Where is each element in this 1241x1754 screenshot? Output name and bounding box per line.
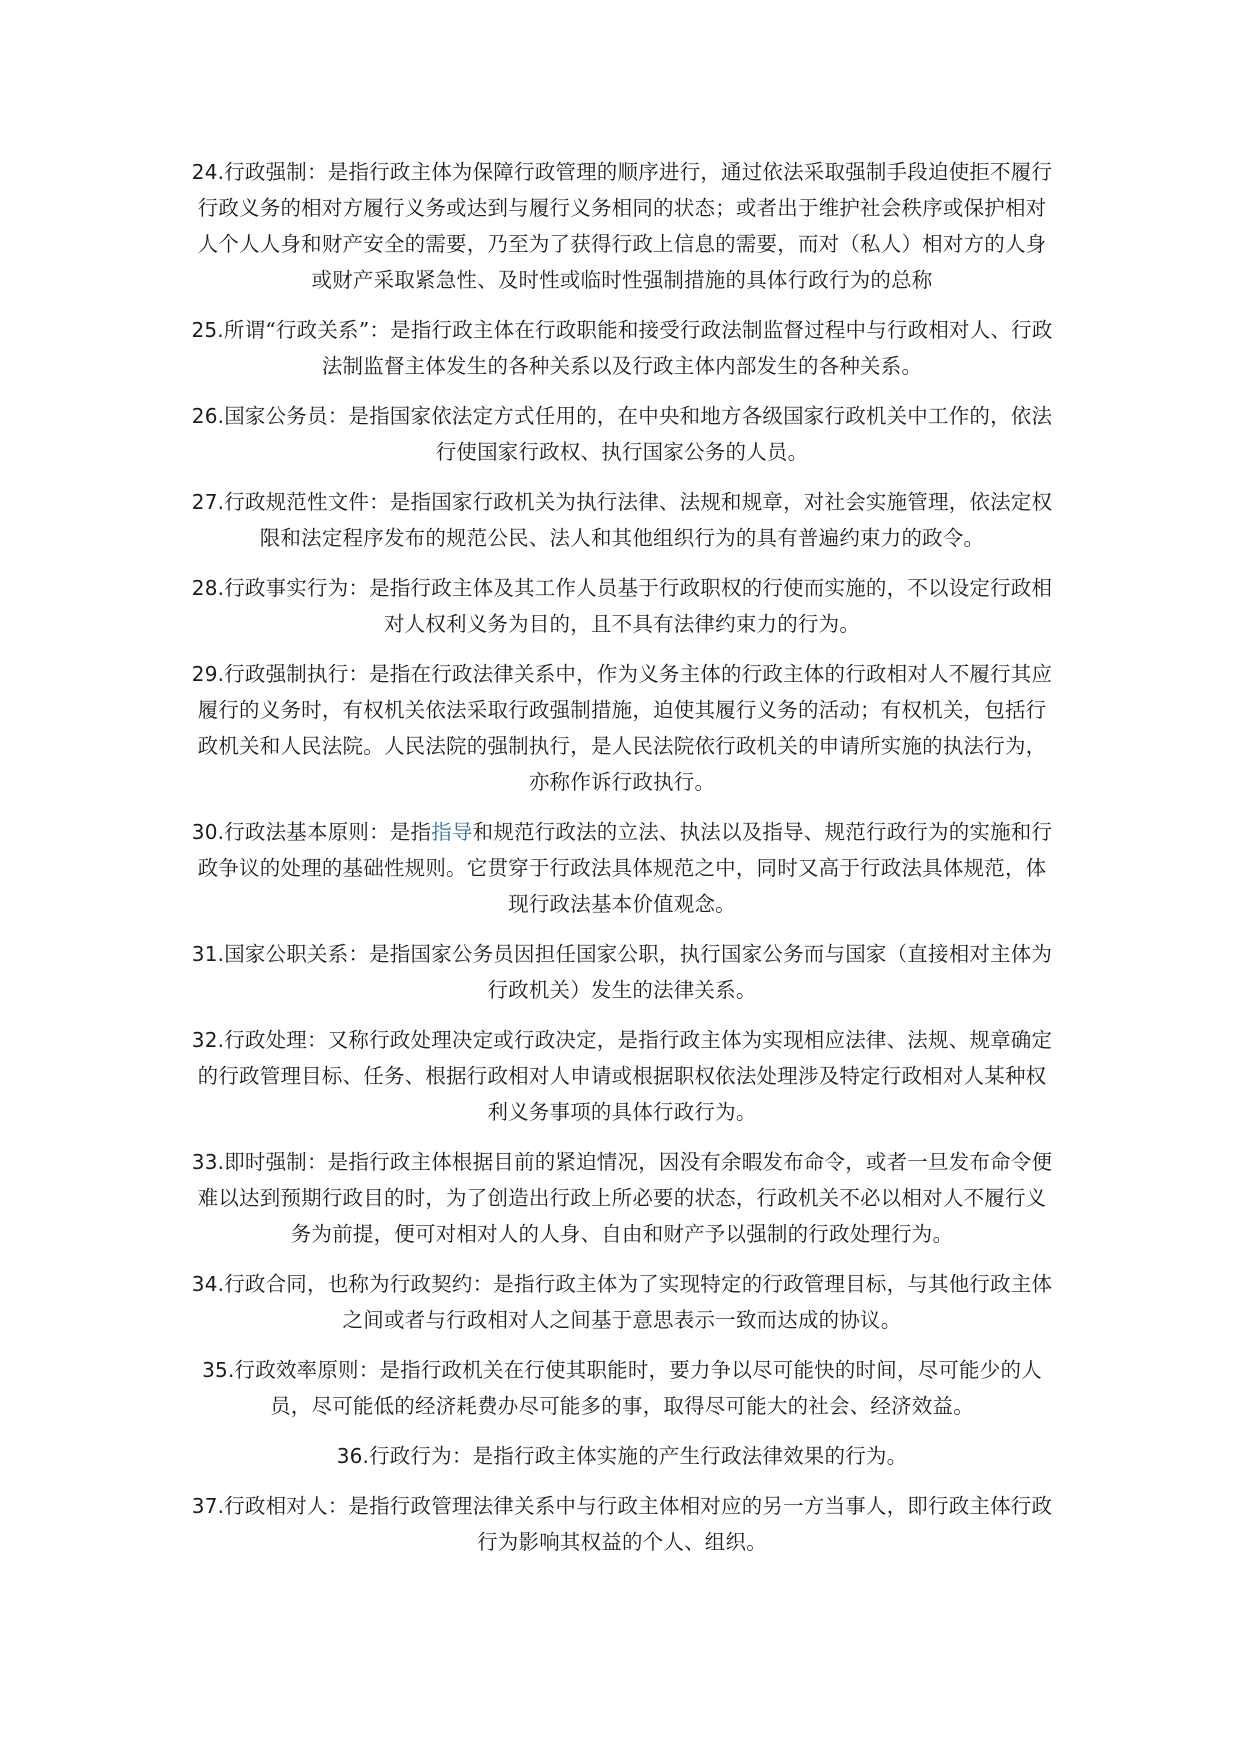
entry-text: 行政规范性文件：是指国家行政机关为执行法律、法规和规章，对社会实施管理，依法定权限和法定程序发布的规范公民、法人和其他组织行为的具有普遍约束力的政令。	[224, 490, 1053, 550]
entry-text: 行政效率原则：是指行政机关在行使其职能时，要力争以尽可能快的时间，尽可能少的人员，尽可能低的经济耗费办尽可能多的事，取得尽可能大的社会、经济效益。	[234, 1358, 1042, 1418]
entry-text: 即时强制：是指行政主体根据目前的紧迫情况，因没有余暇发布命令，或者一旦发布命令便难以达到预期行政目的时，为了创造出行政上所必要的状态，行政机关不必以相对人不履行义务为前提，便可对相对人的人身、自由和财产予以强制的行政处理行为。	[197, 1150, 1053, 1246]
entry-text: 行政事实行为：是指行政主体及其工作人员基于行政职权的行使而实施的，不以设定行政相对人权利义务为目的，且不具有法律约束力的行为。	[224, 576, 1053, 636]
entry-text: 国家公职关系：是指国家公务员因担任国家公职，执行国家公务而与国家（直接相对主体为行政机关）发生的法律关系。	[224, 942, 1053, 1002]
definition-entry-31	[188, 936, 1056, 1008]
entry-number: 32.	[191, 1028, 225, 1052]
definition-entry-25	[188, 312, 1056, 384]
entry-text: 行政合同，也称为行政契约：是指行政主体为了实现特定的行政管理目标，与其他行政主体之间或者与行政相对人之间基于意思表示一致而达成的协议。	[224, 1272, 1053, 1332]
entry-number: 35.	[202, 1358, 235, 1382]
definition-entry-29	[188, 656, 1056, 800]
definition-entry-33	[188, 1144, 1056, 1252]
entry-number: 36.	[336, 1444, 370, 1468]
entry-text: 行政强制执行：是指在行政法律关系中，作为义务主体的行政主体的行政相对人不履行其应履行的义务时，有权机关依法采取行政强制措施，迫使其履行义务的活动；有权机关，包括行政机关和人民法院。人民法院的强制执行，是人民法院依行政机关的申请所实施的执法行为，亦称作诉行政执行。	[197, 662, 1053, 794]
definition-entry-34	[188, 1266, 1056, 1338]
entry-text: 行政法基本原则：是指	[224, 820, 432, 844]
entry-text: 国家公务员：是指国家依法定方式任用的，在中央和地方各级国家行政机关中工作的，依法行使国家行政权、执行国家公务的人员。	[224, 404, 1053, 464]
definition-entry-27	[188, 484, 1056, 556]
entry-number: 26.	[191, 404, 225, 428]
definition-entry-32	[188, 1022, 1056, 1130]
entry-text: 行政强制：是指行政主体为保障行政管理的顺序进行，通过依法采取强制手段迫使拒不履行行政义务的相对方履行义务或达到与履行义务相同的状态；或者出于维护社会秩序或保护相对人个人人身和财产安全的需要，乃至为了获得行政上信息的需要，而对（私人）相对方的人身或财产采取紧急性、及时性或临时性强制措施的具体行政行为的总称	[197, 160, 1053, 292]
entry-number: 25.	[191, 318, 224, 342]
entry-text: 行政行为：是指行政主体实施的产生行政法律效果的行为。	[369, 1444, 908, 1468]
entry-number: 31.	[191, 942, 225, 966]
definition-entry-35	[188, 1352, 1056, 1424]
definition-entry-36	[188, 1438, 1056, 1474]
entry-number: 33.	[191, 1150, 225, 1174]
entry-number: 34.	[191, 1272, 225, 1296]
definition-entry-24	[188, 154, 1056, 298]
entry-number: 37.	[191, 1494, 225, 1518]
definition-entry-30	[188, 814, 1056, 922]
entry-text: 所谓“行政关系”：是指行政主体在行政职能和接受行政法制监督过程中与行政相对人、行政法制监督主体发生的各种关系以及行政主体内部发生的各种关系。	[223, 318, 1053, 378]
entry-number: 29.	[191, 662, 225, 686]
guidance-link[interactable]: 指导	[431, 820, 473, 844]
definitions-list	[188, 154, 1056, 1574]
entry-text: 行政相对人：是指行政管理法律关系中与行政主体相对应的另一方当事人，即行政主体行政行为影响其权益的个人、组织。	[224, 1494, 1053, 1554]
entry-text: 行政处理：又称行政处理决定或行政决定，是指行政主体为实现相应法律、法规、规章确定的行政管理目标、任务、根据行政相对人申请或根据职权依法处理涉及特定行政相对人某种权利义务事项的具体行政行为。	[197, 1028, 1053, 1124]
definition-entry-26	[188, 398, 1056, 470]
entry-number: 27.	[191, 490, 225, 514]
definition-entry-37	[188, 1488, 1056, 1560]
definition-entry-28	[188, 570, 1056, 642]
entry-number: 28.	[191, 576, 225, 600]
entry-number: 30.	[191, 820, 225, 844]
entry-number: 24.	[191, 160, 225, 184]
entry-text-continued: 和规范行政法的立法、执法以及指导、规范行政行为的实施和行政争议的处理的基础性规则。它贯穿于行政法具体规范之中，同时又高于行政法具体规范，体现行政法基本价值观念。	[197, 820, 1053, 916]
